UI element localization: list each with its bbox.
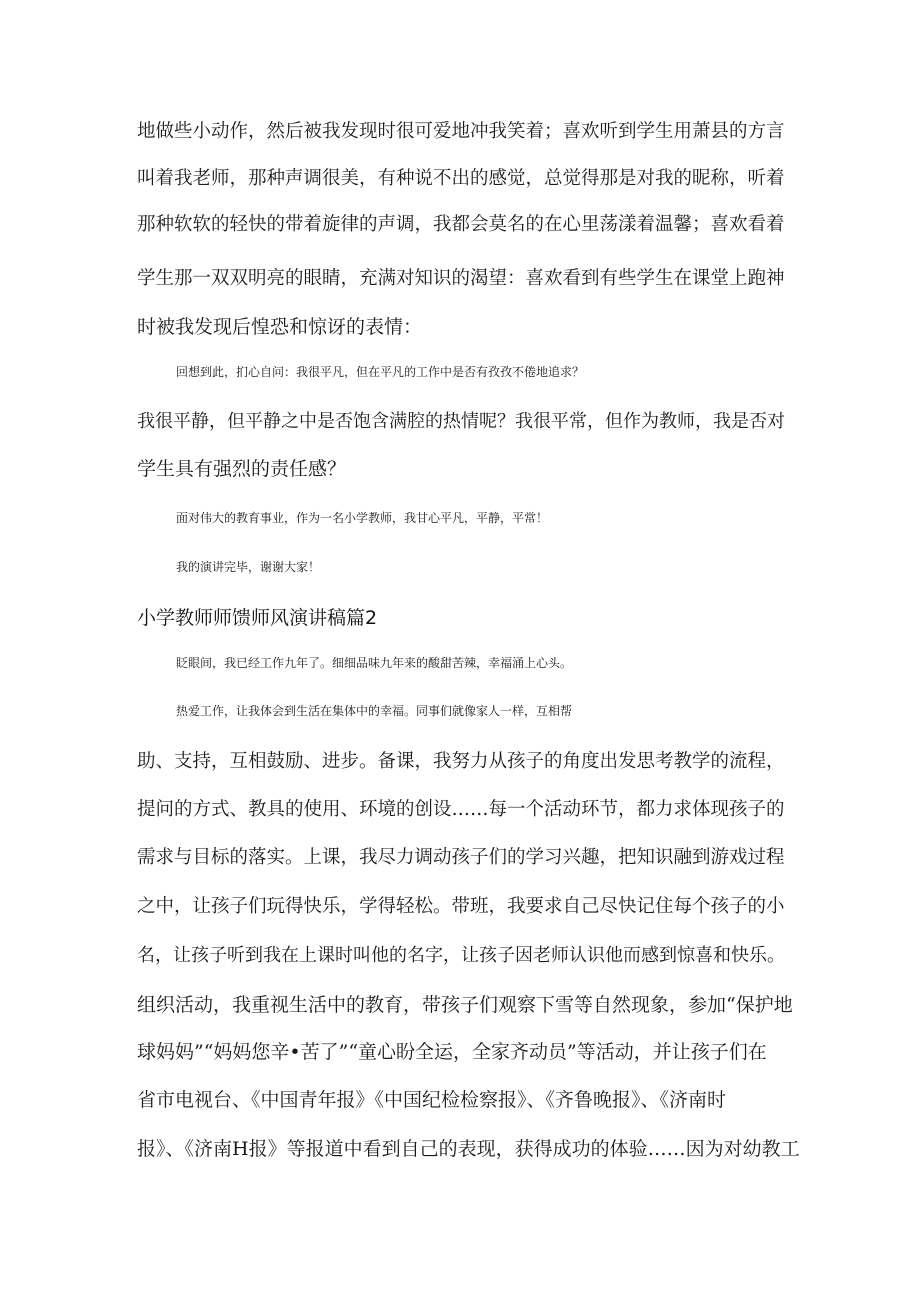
- paragraph2-line-10: 省市电视台、《中国青年报》《中国纪检检察报》、《齐鲁晚报》、《济南时: [137, 1089, 727, 1111]
- paragraph-line-3: 那种软软的轻快的带着旋律的声调，我都会莫名的在心里荡漾着温馨；喜欢看着: [137, 214, 785, 235]
- paragraph2-line-8: 组织活动，我重视生活中的教育，带孩子们观察下雪等自然现象，参加“保护地: [137, 994, 793, 1016]
- section-heading: 小学教师师馈师风演讲稿篇2: [137, 607, 378, 629]
- paragraph2-line-3: 助、支持，互相鼓励、进步。备课，我努力从孩子的角度出发思考教学的流程，: [137, 751, 785, 772]
- paragraph2-line-11: 报》、《济南H报》等报道中看到自己的表现，获得成功的体验……因为对幼教工: [137, 1138, 800, 1160]
- paragraph2-line-6: 之中，让孩子们玩得快乐，学得轻松。带班，我要求自己尽快记住每个孩子的小: [137, 896, 785, 917]
- paragraph-line-4: 学生那一双双明亮的眼睛，充满对知识的渴望：喜欢看到有些学生在课堂上跑神: [137, 268, 785, 289]
- paragraph-line-10: 我的演讲完毕，谢谢大家！: [176, 560, 321, 574]
- paragraph2-line-4: 提问的方式、教具的使用、环境的创设……每一个活动环节，都力求体现孩子的: [137, 799, 785, 820]
- paragraph-line-1: 地做些小动作，然后被我发现时很可爱地冲我笑着；喜欢听到学生用萧县的方言: [137, 121, 785, 142]
- paragraph-line-6: 回想到此，扪心自问：我很平凡，但在平凡的工作中是否有孜孜不倦地追求？: [176, 365, 585, 379]
- paragraph2-line-5: 需求与目标的落实。上课，我尽力调动孩子们的学习兴趣，把知识融到游戏过程: [137, 847, 785, 868]
- paragraph2-line-9: 球妈妈”“妈妈您辛•苦了”“童心盼全运，全家齐动员”等活动，并让孩子们在: [137, 1041, 767, 1063]
- paragraph-line-7: 我很平静，但平静之中是否饱含满腔的热情呢？我很平常，但作为教师，我是否对: [137, 411, 785, 432]
- paragraph-line-5: 时被我发现后惶恐和惊讶的表情：: [137, 316, 423, 338]
- paragraph2-line-1: 眨眼间，我已经工作九年了。细细品味九年来的酸甜苦辣，幸福涌上心头。: [176, 656, 573, 670]
- paragraph2-line-7: 名，让孩子听到我在上课时叫他的名字，让孩子因老师认识他而感到惊喜和快乐。: [137, 945, 785, 966]
- paragraph2-line-2: 热爱工作，让我体会到生活在集体中的幸福。同事们就像家人一样，互相帮: [176, 704, 573, 718]
- paragraph-line-8: 学生具有强烈的责任感？: [137, 458, 347, 480]
- paragraph-line-9: 面对伟大的教育事业，作为一名小学教师，我甘心平凡，平静，平常！: [176, 511, 549, 525]
- paragraph-line-2: 叫着我老师，那种声调很美，有种说不出的感觉，总觉得那是对我的昵称，听着: [137, 168, 785, 189]
